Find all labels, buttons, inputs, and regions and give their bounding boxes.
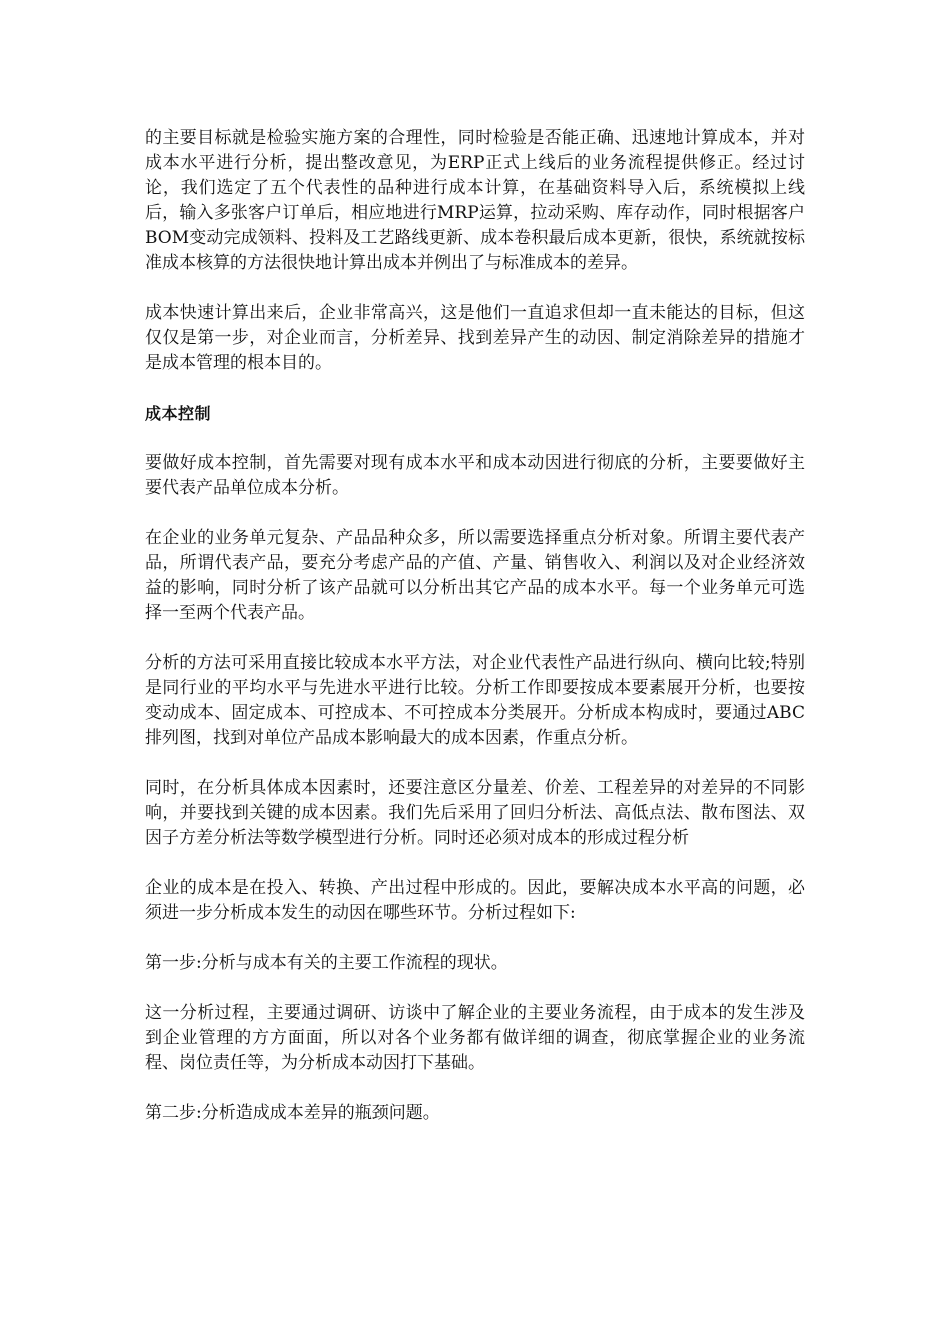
paragraph-implementation-goal: 的主要目标就是检验实施方案的合理性，同时检验是否能正确、迅速地计算成本，并对成本水平进行分析，提出整改意见，为ERP正式上线后的业务流程提供修正。经过讨论，我们选定了五个代表性的品种进行成本计算，在基础资料导入后，系统模拟上线后，输入多张客户订单后，相应地进行MRP运算，拉动采购、库存动作，同时根据客户BOM变动完成领料、投料及工艺路线更新、成本卷积最后成本更新，很快，系统就按标准成本核算的方法很快地计算出成本并例出了与标准成本的差异。 [145, 128, 805, 273]
paragraph-cost-analysis-purpose: 成本快速计算出来后，企业非常高兴，这是他们一直追求但却一直未能达的目标，但这仅仅是第一步，对企业而言，分析差异、找到差异产生的动因、制定消除差异的措施才是成本管理的根本目的。 [145, 303, 805, 373]
section-heading-cost-control: 成本控制 [145, 404, 212, 423]
paragraph-cost-formation: 企业的成本是在投入、转换、产出过程中形成的。因此，要解决成本水平高的问题，必须进一步分析成本发生的动因在哪些环节。分析过程如下: [145, 878, 805, 923]
paragraph-cost-factors: 同时，在分析具体成本因素时，还要注意区分量差、价差、工程差异的对差异的不同影响，并要找到关键的成本因素。我们先后采用了回归分析法、高低点法、散布图法、双因子方差分析法等数学模型进行分析。同时还必须对成本的形成过程分析 [145, 778, 805, 848]
paragraph-analysis-methods: 分析的方法可采用直接比较成本水平方法，对企业代表性产品进行纵向、横向比较;特别是同行业的平均水平与先进水平进行比较。分析工作即要按成本要素展开分析，也要按变动成本、固定成本、可控成本、不可控成本分类展开。分析成本构成时，要通过ABC排列图，找到对单位产品成本影响最大的成本因素，作重点分析。 [145, 653, 805, 748]
paragraph-step-one: 第一步:分析与成本有关的主要工作流程的现状。 [145, 953, 508, 973]
document-page [145, 126, 805, 1151]
paragraph-step-two: 第二步:分析造成成本差异的瓶颈问题。 [145, 1103, 440, 1123]
paragraph-cost-control-intro: 要做好成本控制，首先需要对现有成本水平和成本动因进行彻底的分析，主要要做好主要代表产品单位成本分析。 [145, 453, 805, 498]
paragraph-representative-products: 在企业的业务单元复杂、产品品种众多，所以需要选择重点分析对象。所谓主要代表产品，所谓代表产品，要充分考虑产品的产值、产量、销售收入、利润以及对企业经济效益的影响，同时分析了该产品就可以分析出其它产品的成本水平。每一个业务单元可选择一至两个代表产品。 [145, 528, 805, 623]
paragraph-step-one-detail: 这一分析过程，主要通过调研、访谈中了解企业的主要业务流程，由于成本的发生涉及到企业管理的方方面面，所以对各个业务都有做详细的调查，彻底掌握企业的业务流程、岗位责任等，为分析成本动因打下基础。 [145, 1003, 805, 1073]
